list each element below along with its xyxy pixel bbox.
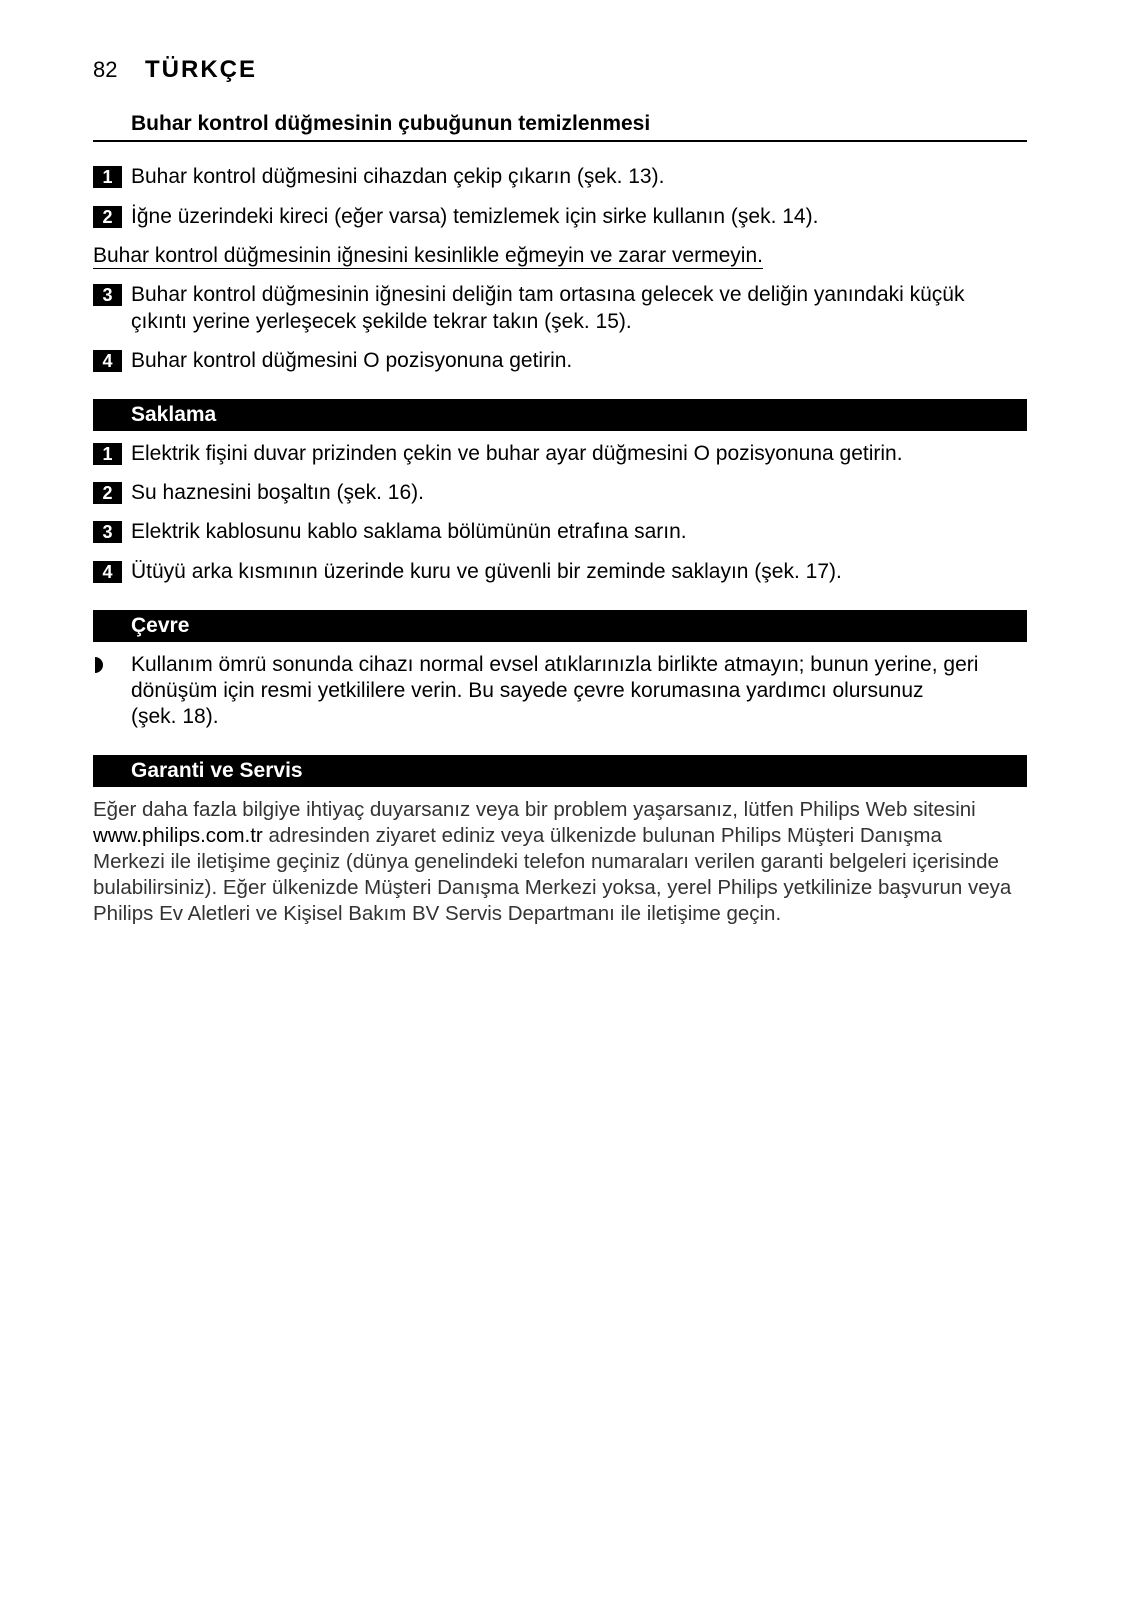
step-text: Buhar kontrol düğmesini O pozisyonuna getirin. [131,349,573,372]
section-title: Saklama [131,403,217,426]
step-badge: 1 [93,443,122,465]
bullet-icon [95,657,103,673]
url-text: www.philips.com.tr [93,824,263,847]
warning-text: Buhar kontrol düğmesinin iğnesini kesinlikle eğmeyin ve zarar vermeyin. [93,244,763,267]
step-text: Buhar kontrol düğmesinin iğnesini deliğin tam ortasına gelecek ve deliğin yanındaki küçük [131,283,965,306]
step-text: Su haznesini boşaltın (şek. 16). [131,481,424,504]
paragraph-line [93,823,942,849]
paragraph-line: Eğer daha fazla bilgiye ihtiyaç duyarsanız veya bir problem yaşarsanız, lütfen Philips Web sitesini [93,798,976,821]
step-text: Buhar kontrol düğmesini cihazdan çekip çıkarın (şek. 13). [131,165,665,188]
step-text: Elektrik fişini duvar prizinden çekin ve buhar ayar düğmesini O pozisyonuna getirin. [131,442,903,465]
bullet-text: Kullanım ömrü sonunda cihazı normal evsel atıklarınızla birlikte atmayın; bunun yerine, geri [131,653,979,676]
step-text: Elektrik kablosunu kablo saklama bölümünün etrafına sarın. [131,520,687,543]
paragraph-line: Philips Ev Aletleri ve Kişisel Bakım BV Servis Departmanı ile iletişime geçin. [93,902,782,925]
section-title: Çevre [131,614,190,637]
paragraph-line: bulabilirsiniz). Eğer ülkenizde Müşteri Danışma Merkezi yoksa, yerel Philips yetkilinize başvurun veya [93,876,1012,899]
section-bar-environment [93,610,1027,642]
section-title: Garanti ve Servis [131,759,303,782]
step-text-continued: çıkıntı yerine yerleşecek şekilde tekrar takın (şek. 15). [131,310,632,333]
step-badge: 4 [93,350,122,372]
step-text: Ütüyü arka kısmının üzerinde kuru ve güvenli bir zeminde saklayın (şek. 17). [131,560,842,583]
step-badge: 4 [93,561,122,583]
bullet-text: dönüşüm için resmi yetkililere verin. Bu sayede çevre korumasına yardımcı olursunuz [131,679,924,702]
language-title: TÜRKÇE [145,56,257,83]
section-heading-cleaning: Buhar kontrol düğmesinin çubuğunun temizlenmesi [131,112,651,135]
step-badge: 1 [93,166,122,188]
heading-rule [93,140,1027,142]
paragraph-line-text: adresinden ziyaret ediniz veya ülkenizde bulunan Philips Müşteri Danışma [268,824,942,847]
step-badge: 2 [93,482,122,504]
section-bar-guarantee [93,755,1027,787]
page-number: 82 [93,57,118,82]
bullet-text: (şek. 18). [131,705,219,728]
step-badge: 3 [93,284,122,306]
paragraph-line: Merkezi ile iletişime geçiniz (dünya genelindeki telefon numaraları verilen garanti belgeleri içerisinde [93,850,999,873]
step-badge: 3 [93,521,122,543]
step-badge: 2 [93,206,122,228]
section-bar-storage [93,399,1027,431]
step-text: İğne üzerindeki kireci (eğer varsa) temizlemek için sirke kullanın (şek. 14). [131,205,819,228]
